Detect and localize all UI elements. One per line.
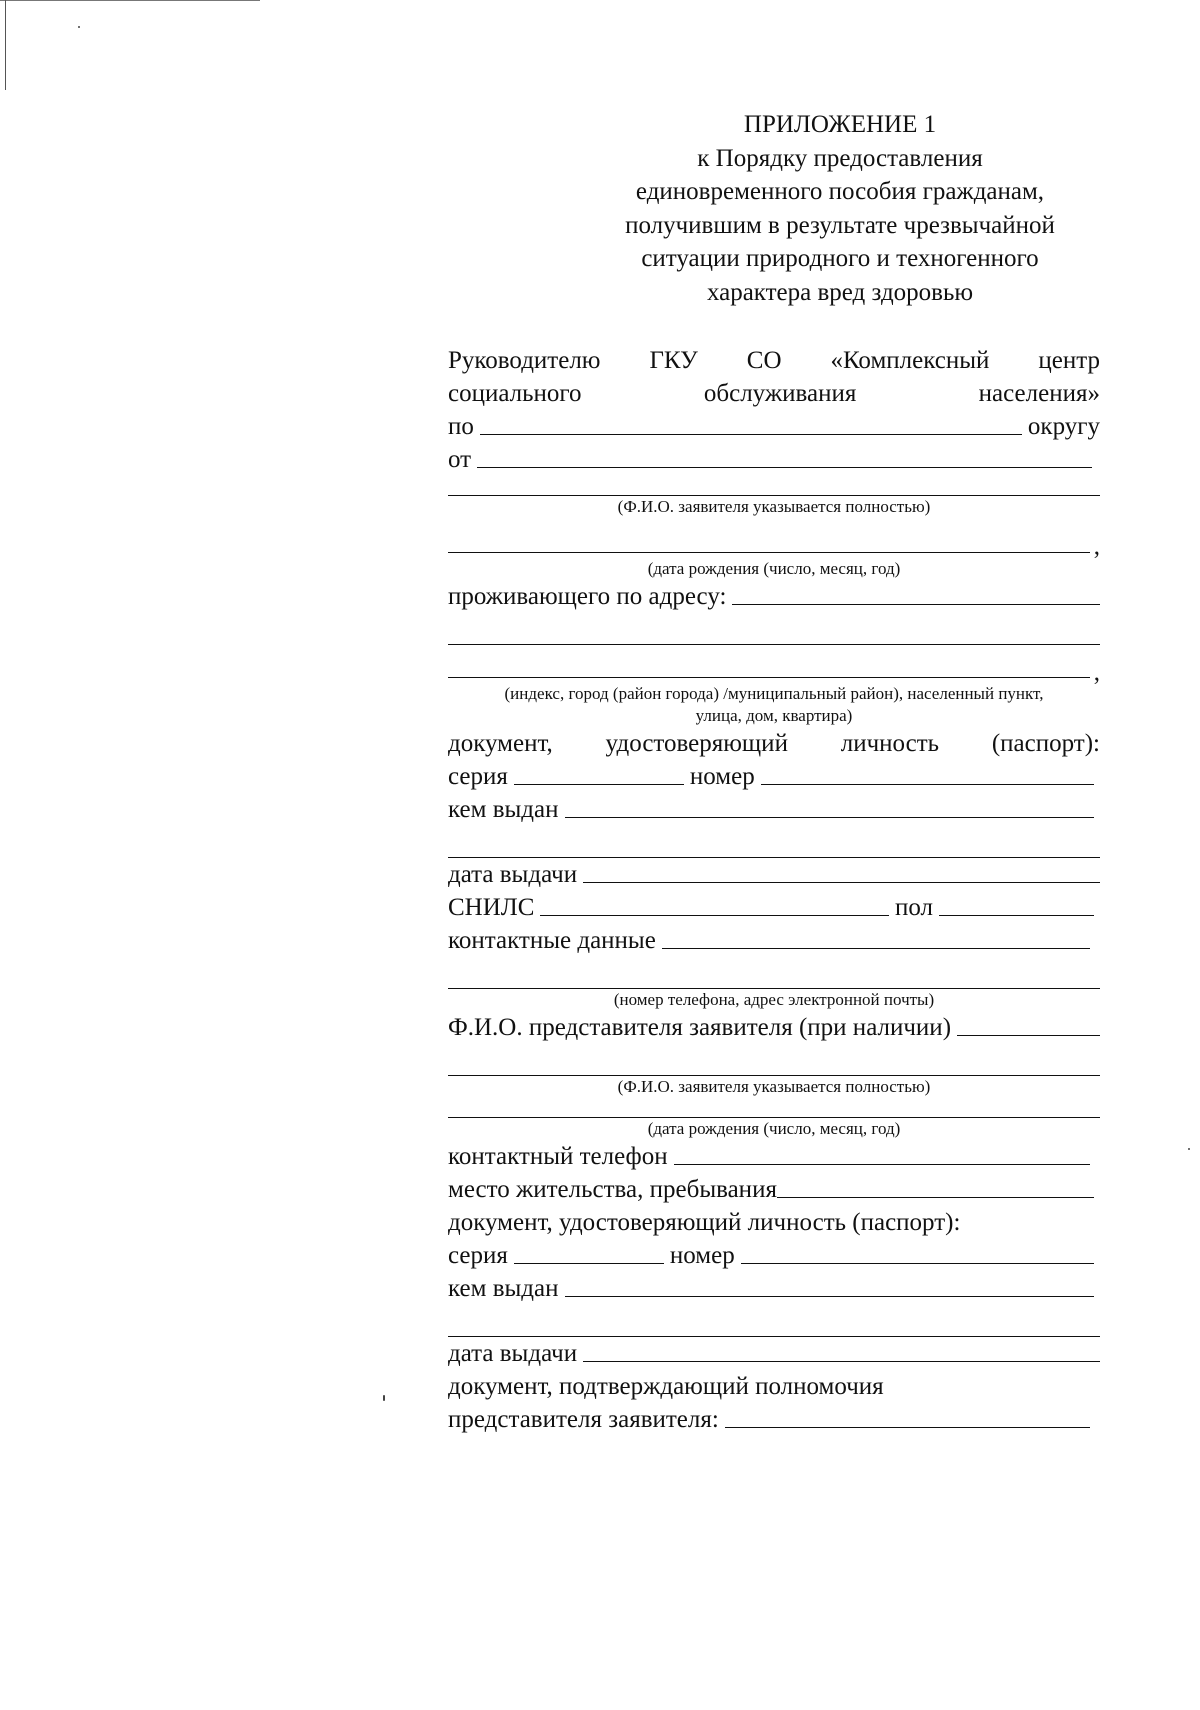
comma: , — [1093, 533, 1100, 560]
representative-doc-label: документ, удостоверяющий личность (паспорт): — [448, 1209, 961, 1236]
representative-issuer-label: кем выдан — [448, 1275, 559, 1302]
applicant-address-caption-2: улица, дом, квартира) — [695, 706, 853, 725]
applicant-issue-date-field[interactable] — [583, 858, 1100, 883]
appendix-subtitle-line: единовременного пособия гражданам, — [635, 178, 1045, 205]
scan-speck — [383, 1395, 385, 1401]
representative-number-label: номер — [669, 1242, 735, 1269]
representative-issue-date-label: дата выдачи — [448, 1340, 578, 1367]
applicant-issue-date-row — [448, 858, 1100, 891]
representative-residence-label: место жительства, пребывания — [448, 1176, 777, 1203]
appendix-title: ПРИЛОЖЕНИЕ 1 — [743, 111, 937, 138]
addressee-word: Руководителю — [448, 347, 601, 374]
application-form — [448, 344, 1100, 1436]
applicant-doc-row — [448, 727, 1100, 760]
applicant-series-label: серия — [448, 763, 508, 790]
representative-birth-caption: (дата рождения (число, месяц, год) — [647, 1119, 901, 1138]
addressee-word: населения» — [978, 380, 1100, 407]
doc-word: (паспорт): — [991, 730, 1100, 757]
scan-edge-left — [5, 0, 6, 90]
representative-residence-field[interactable] — [777, 1173, 1094, 1198]
applicant-passport-row — [448, 760, 1100, 793]
representative-phone-label: контактный телефон — [448, 1143, 668, 1170]
representative-issue-date-row — [448, 1337, 1100, 1370]
representative-authority-label-2: представителя заявителя: — [448, 1406, 719, 1433]
from-row — [448, 443, 1100, 476]
representative-series-field[interactable] — [514, 1239, 664, 1264]
applicant-birth-field[interactable] — [448, 536, 1090, 553]
representative-residence-row — [448, 1173, 1100, 1206]
applicant-address-field-3[interactable] — [448, 663, 1090, 678]
applicant-issuer-row — [448, 793, 1100, 826]
addressee-word: социального — [448, 380, 582, 407]
contacts-label: контактные данные — [448, 927, 656, 954]
sex-label: пол — [894, 894, 933, 921]
representative-number-field[interactable] — [741, 1239, 1094, 1264]
district-suffix-label: округу — [1027, 413, 1100, 440]
contacts-field[interactable] — [662, 924, 1090, 949]
addressee-line-1 — [448, 344, 1100, 377]
representative-fio-label: Ф.И.О. представителя заявителя (при наличии) — [448, 1014, 952, 1041]
representative-authority-row-1 — [448, 1370, 1100, 1403]
representative-authority-label: документ, подтверждающий полномочия — [448, 1373, 884, 1400]
contacts-caption: (номер телефона, адрес электронной почты) — [613, 990, 935, 1009]
applicant-birth-row — [448, 533, 1100, 560]
from-field[interactable] — [477, 443, 1092, 468]
snils-field[interactable] — [540, 891, 889, 916]
applicant-address-caption-1: (индекс, город (район города) /муниципальный район), населенный пункт, — [504, 684, 1044, 703]
applicant-issuer-field[interactable] — [565, 793, 1095, 818]
appendix-subtitle-line: ситуации природного и техногенного — [641, 245, 1039, 272]
addressee-word: «Комплексный — [830, 347, 990, 374]
doc-word: удостоверяющий — [605, 730, 788, 757]
district-field[interactable] — [480, 410, 1022, 435]
applicant-series-field[interactable] — [514, 760, 684, 785]
representative-doc-row — [448, 1206, 1100, 1239]
doc-word: личность — [840, 730, 940, 757]
addressee-word: СО — [746, 347, 782, 374]
representative-authority-row-2 — [448, 1403, 1100, 1436]
comma: , — [1093, 659, 1100, 686]
appendix-subtitle-line: к Порядку предоставления — [697, 144, 983, 172]
appendix-subtitle-line: характера вред здоровью — [706, 278, 974, 306]
applicant-issue-date-label: дата выдачи — [448, 861, 578, 888]
district-row — [448, 410, 1100, 443]
representative-fio-row — [448, 1011, 1100, 1044]
applicant-number-field[interactable] — [761, 760, 1094, 785]
applicant-address-label: проживающего по адресу: — [448, 583, 727, 610]
addressee-word: центр — [1038, 347, 1100, 374]
representative-phone-row — [448, 1140, 1100, 1173]
applicant-address-row — [448, 580, 1100, 613]
applicant-snils-row — [448, 891, 1100, 924]
representative-phone-field[interactable] — [674, 1140, 1090, 1165]
applicant-fio-caption: (Ф.И.О. заявителя указывается полностью) — [617, 497, 931, 516]
representative-issuer-field[interactable] — [565, 1272, 1095, 1297]
applicant-address-field[interactable] — [732, 580, 1100, 605]
representative-fio-field[interactable] — [957, 1011, 1100, 1036]
scan-edge-top — [0, 0, 260, 1]
representative-authority-field[interactable] — [725, 1403, 1090, 1428]
scan-speck — [78, 26, 80, 28]
addressee-word: обслуживания — [703, 380, 857, 407]
from-label: от — [448, 446, 472, 473]
doc-word: документ, — [448, 730, 553, 757]
representative-passport-row — [448, 1239, 1100, 1272]
applicant-address-row-3 — [448, 659, 1100, 686]
applicant-contacts-row — [448, 924, 1100, 957]
applicant-number-label: номер — [689, 763, 755, 790]
representative-fio-caption: (Ф.И.О. заявителя указывается полностью) — [617, 1077, 931, 1096]
representative-issue-date-field[interactable] — [583, 1337, 1100, 1362]
sex-field[interactable] — [939, 891, 1094, 916]
appendix-header — [580, 108, 1100, 309]
applicant-birth-caption: (дата рождения (число, месяц, год) — [647, 559, 901, 578]
district-prefix-label: по — [448, 413, 474, 440]
addressee-line-2 — [448, 377, 1100, 410]
representative-issuer-row — [448, 1272, 1100, 1305]
appendix-subtitle-line: получившим в результате чрезвычайной — [625, 211, 1055, 239]
applicant-issuer-label: кем выдан — [448, 796, 559, 823]
addressee-word: ГКУ — [649, 347, 698, 374]
scan-speck — [1188, 1148, 1190, 1150]
snils-label: СНИЛС — [448, 894, 535, 921]
representative-series-label: серия — [448, 1242, 508, 1269]
